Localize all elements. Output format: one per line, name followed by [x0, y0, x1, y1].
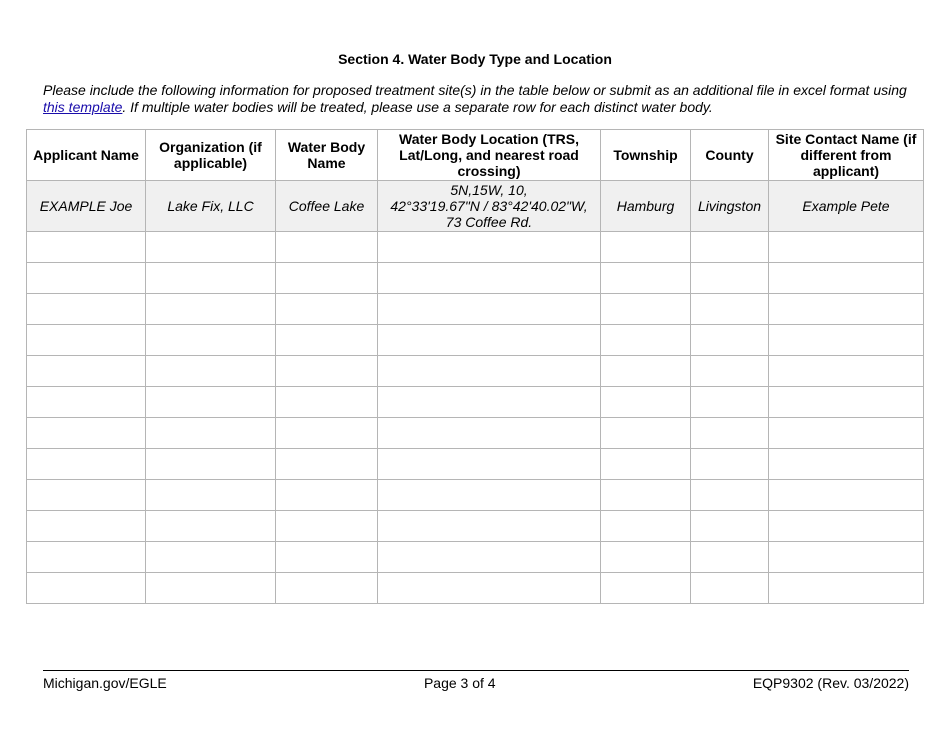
cell-township[interactable] — [601, 480, 691, 511]
cell-water-body[interactable] — [276, 387, 378, 418]
cell-site-contact[interactable] — [769, 387, 924, 418]
cell-county[interactable] — [691, 449, 769, 480]
cell-site-contact[interactable] — [769, 232, 924, 263]
table-row — [27, 449, 924, 480]
table-header-row — [27, 130, 924, 181]
cell-organization[interactable] — [146, 542, 276, 573]
cell-township[interactable] — [601, 387, 691, 418]
cell-county[interactable] — [691, 325, 769, 356]
header-organization: Organization (if applicable) — [146, 130, 276, 181]
cell-site-contact[interactable] — [769, 356, 924, 387]
table-row — [27, 294, 924, 325]
cell-county[interactable] — [691, 356, 769, 387]
cell-water-body[interactable] — [276, 480, 378, 511]
cell-site-contact[interactable] — [769, 449, 924, 480]
cell-location[interactable] — [378, 263, 601, 294]
cell-site-contact[interactable] — [769, 418, 924, 449]
cell-organization[interactable] — [146, 449, 276, 480]
cell-township[interactable] — [601, 573, 691, 604]
cell-location[interactable] — [378, 542, 601, 573]
cell-location[interactable] — [378, 232, 601, 263]
cell-location[interactable] — [378, 573, 601, 604]
cell-applicant[interactable] — [27, 449, 146, 480]
template-link[interactable]: this template — [43, 99, 123, 115]
cell-water-body[interactable] — [276, 449, 378, 480]
cell-organization[interactable] — [146, 573, 276, 604]
header-county: County — [691, 130, 769, 181]
cell-site-contact[interactable] — [769, 325, 924, 356]
cell-water-body[interactable] — [276, 356, 378, 387]
header-applicant-name: Applicant Name — [27, 130, 146, 181]
cell-county[interactable] — [691, 263, 769, 294]
cell-location[interactable] — [378, 356, 601, 387]
header-water-body-location: Water Body Location (TRS, Lat/Long, and nearest road crossing) — [378, 130, 601, 181]
cell-township[interactable] — [601, 263, 691, 294]
cell-township[interactable] — [601, 511, 691, 542]
cell-location[interactable] — [378, 480, 601, 511]
table-row — [27, 542, 924, 573]
header-site-contact: Site Contact Name (if different from applicant) — [769, 130, 924, 181]
cell-organization[interactable] — [146, 480, 276, 511]
cell-location[interactable] — [378, 294, 601, 325]
table-row — [27, 480, 924, 511]
example-row — [27, 181, 924, 232]
footer-form-id: EQP9302 (Rev. 03/2022) — [752, 675, 909, 691]
example-location-line1: 5N,15W, 10, — [450, 182, 528, 198]
cell-township[interactable] — [601, 449, 691, 480]
cell-water-body[interactable] — [276, 263, 378, 294]
cell-water-body[interactable] — [276, 542, 378, 573]
cell-township[interactable] — [601, 325, 691, 356]
page-footer — [43, 670, 909, 691]
header-township: Township — [601, 130, 691, 181]
cell-applicant[interactable] — [27, 480, 146, 511]
cell-applicant[interactable] — [27, 325, 146, 356]
table-row — [27, 418, 924, 449]
cell-applicant[interactable] — [27, 387, 146, 418]
cell-organization[interactable] — [146, 387, 276, 418]
intro-text-after: . If multiple water bodies will be treated, please use a separate row for each distinct water body. — [122, 99, 713, 115]
cell-water-body[interactable] — [276, 294, 378, 325]
example-water-body: Coffee Lake — [276, 181, 378, 232]
footer-website: Michigan.gov/EGLE — [43, 675, 167, 691]
cell-water-body[interactable] — [276, 511, 378, 542]
cell-county[interactable] — [691, 573, 769, 604]
cell-applicant[interactable] — [27, 511, 146, 542]
cell-county[interactable] — [691, 294, 769, 325]
cell-applicant[interactable] — [27, 418, 146, 449]
cell-water-body[interactable] — [276, 573, 378, 604]
cell-site-contact[interactable] — [769, 480, 924, 511]
cell-county[interactable] — [691, 232, 769, 263]
example-organization: Lake Fix, LLC — [146, 181, 276, 232]
cell-site-contact[interactable] — [769, 294, 924, 325]
table-row — [27, 356, 924, 387]
example-county: Livingston — [691, 181, 769, 232]
cell-location[interactable] — [378, 449, 601, 480]
cell-water-body[interactable] — [276, 232, 378, 263]
cell-organization[interactable] — [146, 294, 276, 325]
cell-organization[interactable] — [146, 356, 276, 387]
water-body-table — [26, 129, 924, 604]
table-row — [27, 387, 924, 418]
intro-text-before: Please include the following information for proposed treatment site(s) in the table below or submit as an additional file in excel format using — [43, 82, 907, 98]
table-row — [27, 511, 924, 542]
cell-water-body[interactable] — [276, 418, 378, 449]
cell-location[interactable] — [378, 511, 601, 542]
cell-organization[interactable] — [146, 511, 276, 542]
cell-organization[interactable] — [146, 325, 276, 356]
example-applicant: EXAMPLE Joe — [27, 181, 146, 232]
table-row — [27, 263, 924, 294]
example-location-line3: 73 Coffee Rd. — [445, 214, 533, 230]
cell-site-contact[interactable] — [769, 263, 924, 294]
intro-paragraph — [43, 82, 913, 116]
cell-township[interactable] — [601, 418, 691, 449]
example-township: Hamburg — [601, 181, 691, 232]
table-row — [27, 232, 924, 263]
cell-organization[interactable] — [146, 232, 276, 263]
cell-applicant[interactable] — [27, 542, 146, 573]
section-title: Section 4. Water Body Type and Location — [338, 51, 612, 67]
cell-organization[interactable] — [146, 418, 276, 449]
cell-township[interactable] — [601, 542, 691, 573]
table-row — [27, 573, 924, 604]
footer-page-number: Page 3 of 4 — [423, 675, 496, 691]
cell-site-contact[interactable] — [769, 573, 924, 604]
cell-township[interactable] — [601, 294, 691, 325]
cell-applicant[interactable] — [27, 573, 146, 604]
cell-location[interactable] — [378, 387, 601, 418]
cell-township[interactable] — [601, 356, 691, 387]
example-location-line2: 42°33'19.67"N / 83°42'40.02"W, — [390, 198, 588, 214]
cell-county[interactable] — [691, 480, 769, 511]
cell-applicant[interactable] — [27, 356, 146, 387]
cell-applicant[interactable] — [27, 232, 146, 263]
cell-county[interactable] — [691, 418, 769, 449]
cell-applicant[interactable] — [27, 263, 146, 294]
cell-location[interactable] — [378, 325, 601, 356]
cell-county[interactable] — [691, 542, 769, 573]
cell-applicant[interactable] — [27, 294, 146, 325]
cell-site-contact[interactable] — [769, 511, 924, 542]
cell-organization[interactable] — [146, 263, 276, 294]
cell-township[interactable] — [601, 232, 691, 263]
cell-location[interactable] — [378, 418, 601, 449]
example-site-contact: Example Pete — [769, 181, 924, 232]
cell-county[interactable] — [691, 387, 769, 418]
header-water-body-name: Water Body Name — [276, 130, 378, 181]
cell-water-body[interactable] — [276, 325, 378, 356]
cell-site-contact[interactable] — [769, 542, 924, 573]
example-location — [378, 181, 601, 232]
table-row — [27, 325, 924, 356]
cell-county[interactable] — [691, 511, 769, 542]
